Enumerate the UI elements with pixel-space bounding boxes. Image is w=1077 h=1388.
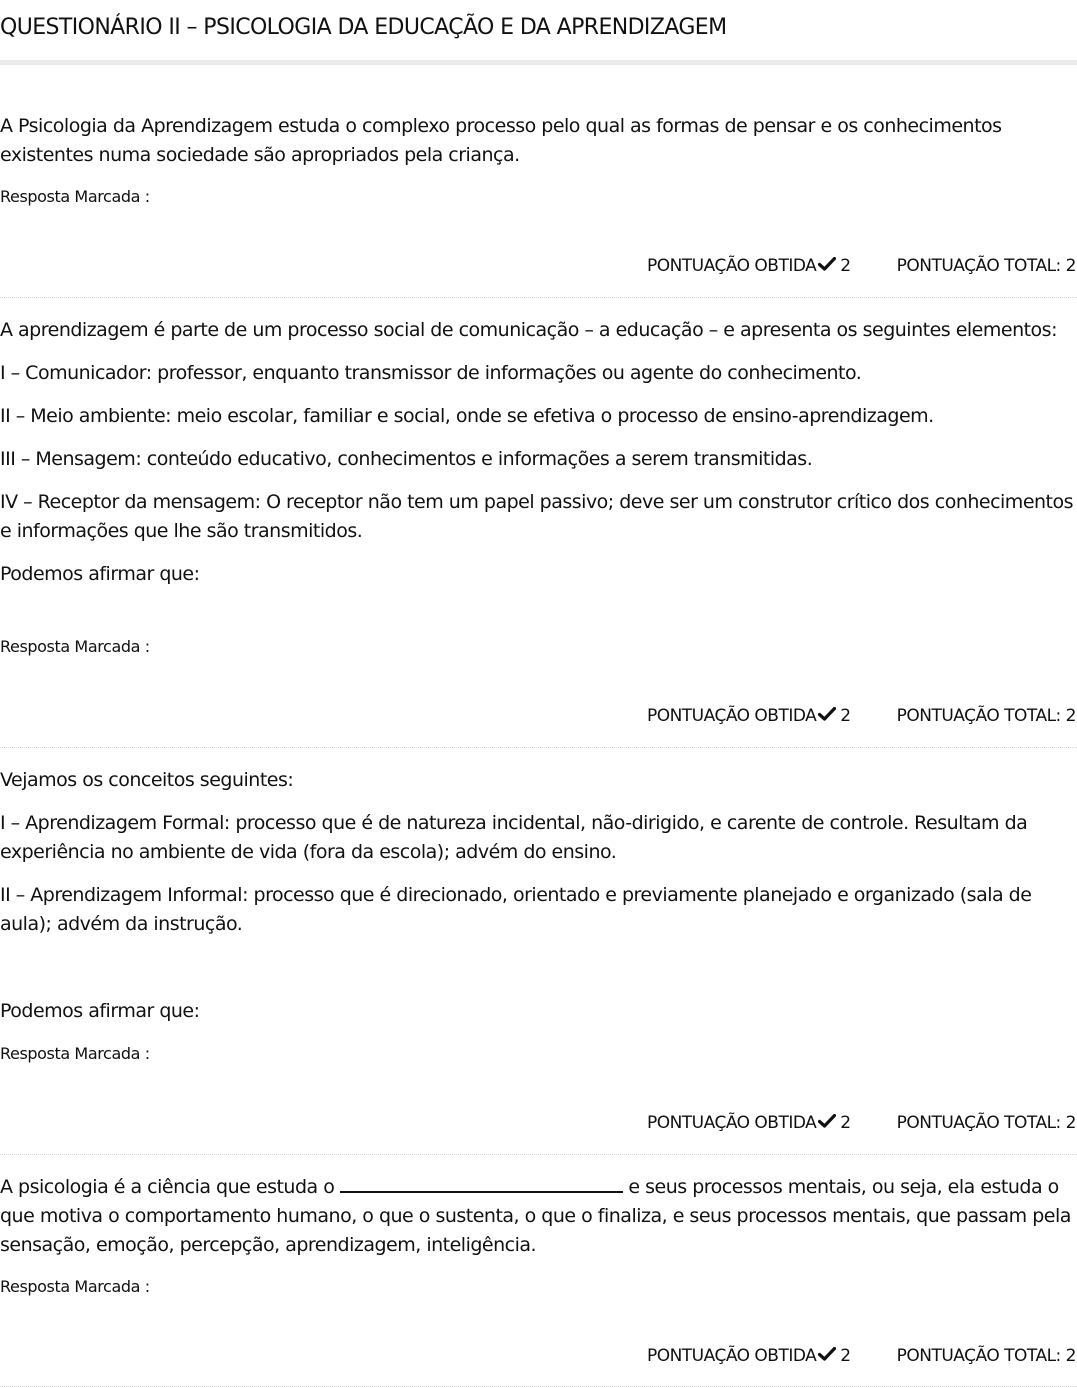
question-2 (0, 316, 1077, 589)
question-3-prompt: Podemos afirmar que: (0, 1000, 200, 1022)
question-3 (0, 766, 1077, 1026)
question-2-item: III – Mensagem: conteúdo educativo, conhecimentos e informações a serem transmitidas. (0, 448, 813, 470)
question-4-text-start: A psicologia é a ciência que estuda o (0, 1176, 340, 1198)
question-divider (0, 1386, 1077, 1387)
score-total: PONTUAÇÃO TOTAL: 2 (896, 1346, 1076, 1366)
question-4-score (647, 1346, 1076, 1366)
question-3-text: Vejamos os conceitos seguintes: (0, 769, 294, 791)
question-1-answer-label: Resposta Marcada : (0, 187, 150, 206)
fill-in-blank (340, 1174, 623, 1193)
page-title: QUESTIONÁRIO II – PSICOLOGIA DA EDUCAÇÃO E DA APRENDIZAGEM (0, 15, 727, 40)
checkmark-icon (818, 1347, 836, 1361)
checkmark-icon (818, 1114, 836, 1128)
score-total: PONTUAÇÃO TOTAL: 2 (896, 1113, 1076, 1133)
score-obtained (647, 1113, 851, 1133)
checkmark-icon (818, 257, 836, 271)
score-obtained-value: 2 (840, 256, 851, 276)
question-1-text: A Psicologia da Aprendizagem estuda o complexo processo pelo qual as formas de pensar e os conhecimentos existentes numa sociedade são apropriados pela criança. (0, 115, 1002, 166)
question-2-item: II – Meio ambiente: meio escolar, familiar e social, onde se efetiva o processo de ensino-aprendizagem. (0, 405, 934, 427)
question-2-prompt: Podemos afirmar que: (0, 563, 200, 585)
title-divider (0, 60, 1077, 65)
question-4-text (0, 1173, 1077, 1260)
question-2-answer-label: Resposta Marcada : (0, 637, 150, 656)
score-obtained-label: PONTUAÇÃO OBTIDA (646, 1113, 817, 1133)
question-2-text: A aprendizagem é parte de um processo social de comunicação – a educação – e apresenta os seguintes elementos: (0, 319, 1057, 341)
score-obtained (647, 1346, 851, 1366)
question-1-score (647, 256, 1076, 276)
score-obtained-label: PONTUAÇÃO OBTIDA (646, 256, 817, 276)
score-total: PONTUAÇÃO TOTAL: 2 (896, 706, 1076, 726)
score-obtained-value: 2 (840, 1113, 851, 1133)
score-total: PONTUAÇÃO TOTAL: 2 (896, 256, 1076, 276)
question-2-score (647, 706, 1076, 726)
question-3-answer-label: Resposta Marcada : (0, 1044, 150, 1063)
checkmark-icon (818, 707, 836, 721)
score-obtained (647, 256, 851, 276)
question-1 (0, 112, 1077, 170)
question-4-answer-label: Resposta Marcada : (0, 1277, 150, 1296)
question-3-score (647, 1113, 1076, 1133)
question-2-item: IV – Receptor da mensagem: O receptor não tem um papel passivo; deve ser um construtor crítico dos conhecimentos e informações que lhe são transmitidos. (0, 491, 1074, 542)
score-obtained-label: PONTUAÇÃO OBTIDA (646, 706, 817, 726)
question-divider (0, 297, 1077, 298)
question-4-text-end: e seus processos mentais, ou seja, ela estuda o que motiva o comportamento humano, o que o sustenta, o que o finaliza, e seus processos mentais, que passam pela sensação, emoção, percepção, aprendizagem, inteligência. (0, 1176, 1071, 1256)
question-3-item: I – Aprendizagem Formal: processo que é de natureza incidental, não-dirigido, e carente de controle. Resultam da experiência no ambiente de vida (fora da escola); advém do ensino. (0, 812, 1028, 863)
score-obtained-value: 2 (840, 706, 851, 726)
score-obtained-label: PONTUAÇÃO OBTIDA (646, 1346, 817, 1366)
question-4 (0, 1173, 1077, 1260)
question-2-item: I – Comunicador: professor, enquanto transmissor de informações ou agente do conhecimento. (0, 362, 862, 384)
question-divider (0, 747, 1077, 748)
score-obtained (647, 706, 851, 726)
question-3-item: II – Aprendizagem Informal: processo que é direcionado, orientado e previamente planejado e organizado (sala de aula); advém da instrução. (0, 884, 1032, 935)
score-obtained-value: 2 (840, 1346, 851, 1366)
question-divider (0, 1154, 1077, 1155)
